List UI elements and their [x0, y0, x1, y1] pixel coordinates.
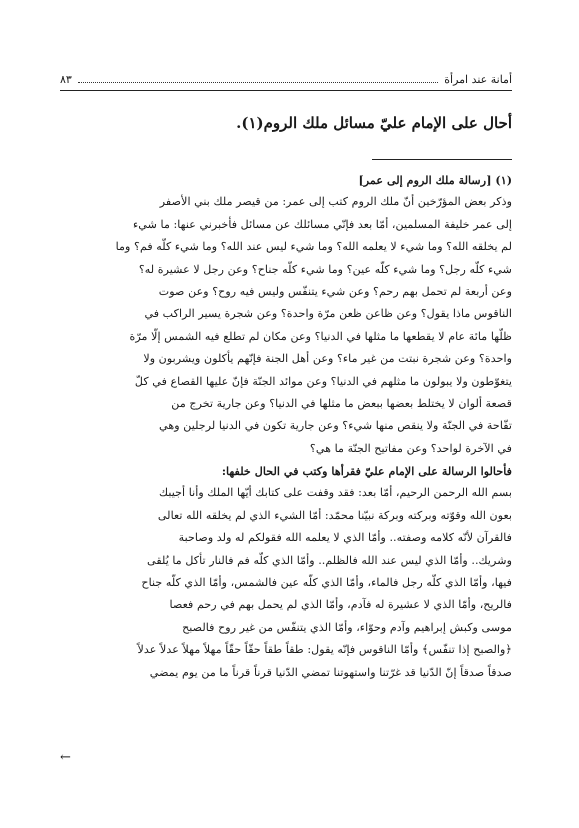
footnote-line: وذكر بعض المؤرّخين أنّ ملك الروم كتب إلى عمر: من قيصر ملك بني الأصفر	[159, 195, 512, 209]
page-number: ٨٣	[60, 72, 72, 86]
footnote-line: إلى عمر خليفة المسلمين، أمّا بعد فإنّي مسائلك عن مسائل فأخبرني عنها: ما شيء	[133, 217, 512, 231]
footnote-line: فالريح، وأمّا الذي لا عشيرة له فآدم، وأمّا الذي لم يحمل بهم في رحم فعصا	[169, 598, 512, 612]
header-rule	[60, 90, 512, 91]
footnote-line: فيها، وأمّا الذي كلّه رجل فالماء، وأمّا الذي كلّه عين فالشمس، وأمّا الذي كلّه جناح	[141, 576, 512, 590]
footnote-line: بسم الله الرحمن الرحيم، أمّا بعد: فقد وقفت على كتابك أيّها الملك وأنا أجيبك	[158, 486, 512, 500]
footnote-line: شيء كلّه رجل؟ وما شيء كلّه عين؟ وما شيء كلّه جناح؟ وعن رجل لا عشيرة له؟	[138, 262, 512, 276]
footnote-line: واحدة؟ وعن شجرة نبتت من غير ماء؟ وعن أهل الجنة فإنّهم يأكلون ويشربون ولا	[143, 352, 512, 366]
footnote-line: وشريك.. وأمّا الذي ليس عند الله فالظلم.. وأمّا الذي كلّه فم فالنار تأكل ما يُلقى	[147, 553, 512, 567]
footnote-line: وعن أربعة لم تحمل بهم رحم؟ وعن شيء يتنفّس وليس فيه روح؟ وعن صوت	[158, 284, 512, 298]
footnote-line: صدقاً صدقاً إنّ الدّنيا قد غرّتنا واستهوتنا تمضي الدّنيا قرناً قرناً ما من يوم يمضي	[149, 665, 512, 679]
main-text: أحال على الإمام عليّ مسائل ملك الروم(١).	[236, 114, 512, 132]
footnote-line: فالقرآن لأنّه كلامه وصفته.. وأمّا الذي لا يعلمه الله فقولكم له ولد وصاحبة	[178, 531, 512, 545]
running-header	[60, 71, 512, 87]
running-title: أمانة عند امرأة	[444, 72, 512, 86]
footnote-line: تفّاحة في الجنّة ولا ينقص منها شيء؟ وعن جارية تكون في الدنيا لرجلين وهي	[159, 419, 512, 433]
footnote-line: الناقوس ماذا يقول؟ وعن ظاعن ظعن مرّة واحدة؟ وعن شجرة يسير الراكب في	[144, 307, 512, 321]
footnote-line: ظلّها مائة عام لا يقطعها ما مثلها في الدنيا؟ وعن مكان لم تطلع فيه الشمس إلّا مرّة	[129, 329, 512, 343]
footnote-line: يتغوّطون ولا يبولون ما مثلهم في الدنيا؟ وعن موائد الجنّة فإنّ عليها القصاع في كلّ	[134, 374, 512, 388]
footnote-line: في الآخرة لواحد؟ وعن مفاتيح الجنّة ما هي؟	[309, 441, 512, 455]
footnote-separator	[372, 159, 512, 160]
footnote-line: بعون الله وقوّته وبركته وبركة نبيّنا محمّد: أمّا الشيء الذي لم يخلقه الله تعالى	[157, 508, 512, 522]
footnote-line: فأحالوا الرسالة على الإمام عليّ فقرأها وكتب في الحال خلفها:	[221, 464, 512, 479]
footnote-line: موسى وكبش إبراهيم وآدم وحوّاء، وأمّا الذي يتنفّس من غير روح فالصبح	[182, 620, 512, 634]
continue-arrow-icon: ←	[60, 750, 71, 765]
footnote-line: لم يخلقه الله؟ وما شيء لا يعلمه الله؟ وما شيء ليس عند الله؟ وما شيء كلّه فم؟ وما	[115, 240, 512, 254]
header-dot-leader	[78, 76, 438, 83]
footnote-line: ﴿والصبح إذا تنفّس﴾ وأمّا الناقوس فإنّه يقول: طقاً طقاً حقّاً حقّاً مهلاً مهلاً عدلاً عدلاً	[137, 643, 512, 657]
footnote-block	[60, 169, 512, 684]
footnote-line: قصعة ألوان لا يختلط بعضها ببعض ما مثلها في الدنيا؟ وعن جارية تخرج من	[171, 396, 512, 410]
footnote-heading: (١) [رسالة ملك الروم إلى عمر]	[358, 173, 512, 187]
